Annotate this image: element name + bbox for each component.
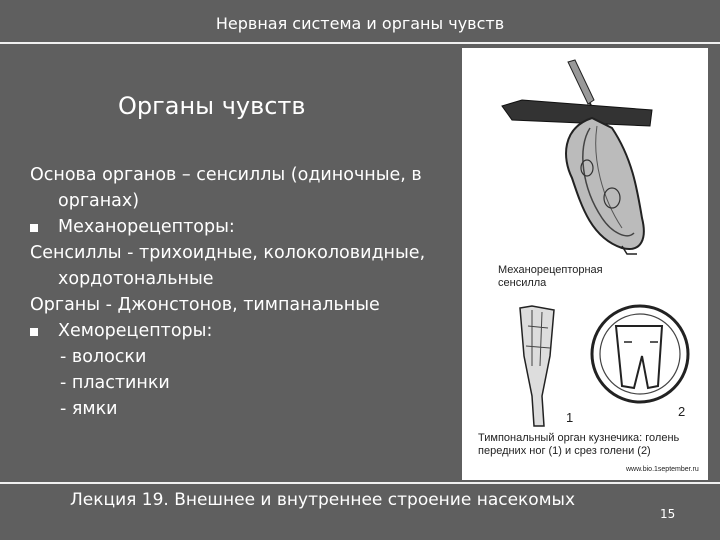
illustration-panel xyxy=(462,48,708,480)
bullet-item xyxy=(30,318,460,344)
page-number: 15 xyxy=(660,507,676,521)
figure-label-2: 2 xyxy=(678,404,686,419)
content-line: органах) xyxy=(58,191,140,211)
tympanal-organ-drawing xyxy=(462,296,708,436)
bullet-text: Хеморецепторы: xyxy=(58,321,213,341)
content-line: - ямки xyxy=(60,399,118,419)
content-line: - волоски xyxy=(60,347,147,367)
caption-sensilla: Механорецепторная сенсилла xyxy=(498,264,603,289)
caption-tympanal-organ: Тимпональный орган кузнечика: голень передних ног (1) и срез голени (2) xyxy=(478,432,680,457)
header-title: Нервная система и органы чувств xyxy=(215,14,505,33)
content-line: Основа органов – сенсиллы (одиночные, в xyxy=(30,165,422,185)
bullet-item xyxy=(30,214,460,240)
content-line: - пластинки xyxy=(60,373,170,393)
slide-content xyxy=(30,162,460,422)
source-site: www.bio.1september.ru xyxy=(626,466,699,473)
footer-divider xyxy=(0,482,720,484)
mechanoreceptor-sensilla-drawing xyxy=(462,48,708,258)
square-bullet-icon xyxy=(30,328,38,336)
content-line: Органы - Джонстонов, тимпанальные xyxy=(30,295,380,315)
content-line: хордотональные xyxy=(58,269,214,289)
content-line: Сенсиллы - трихоидные, колоколовидные, xyxy=(30,243,426,263)
figure-label-1: 1 xyxy=(566,410,574,425)
slide-title: Органы чувств xyxy=(118,92,306,120)
bullet-text: Механорецепторы: xyxy=(58,217,235,237)
header-divider xyxy=(0,42,720,44)
square-bullet-icon xyxy=(30,224,38,232)
footer-text: Лекция 19. Внешнее и внутреннее строение насекомых xyxy=(70,490,576,510)
slide-header xyxy=(0,0,720,44)
